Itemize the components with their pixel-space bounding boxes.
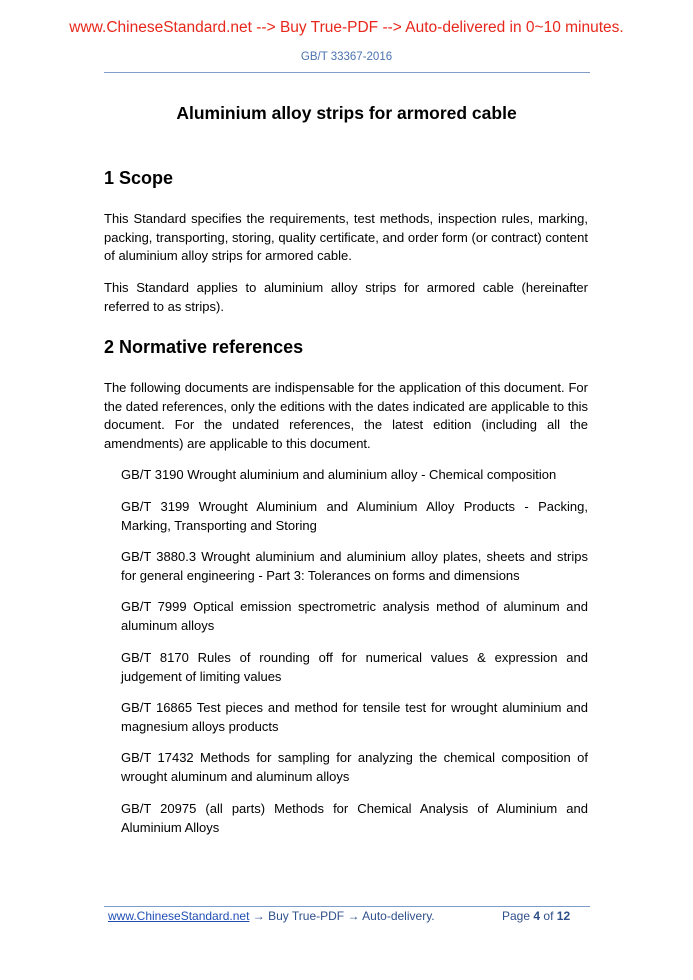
footer-auto-text: Auto-delivery. — [362, 909, 435, 923]
normative-intro-paragraph: The following documents are indispensable for the application of this document. For the dated references, only the editions with the dates indicated are applicable to this document. For the undated references, the latest edition (including all the amendments) are applicable to this document. — [104, 380, 588, 451]
page-current: 4 — [533, 909, 541, 923]
footer-links — [108, 909, 435, 923]
document-title: Aluminium alloy strips for armored cable — [176, 103, 517, 123]
footer-divider — [104, 906, 590, 907]
document-number: GB/T 33367-2016 — [300, 51, 393, 63]
page-of: of — [543, 909, 554, 923]
top-banner[interactable]: www.ChineseStandard.net --> Buy True-PDF --> Auto-delivered in 0~10 minutes. — [69, 19, 624, 36]
reference-item: GB/T 3190 Wrought aluminium and aluminium alloy - Chemical composition — [121, 467, 557, 482]
arrow-icon: → — [347, 909, 360, 923]
footer-buy-text: Buy True-PDF — [268, 909, 345, 923]
page-total: 12 — [556, 909, 571, 923]
scope-paragraph-1: This Standard specifies the requirements, test methods, inspection rules, marking, packing, transporting, storing, quality certificate, and order form (or contract) content of aluminium alloy strips for armored cable. — [104, 211, 588, 263]
reference-item: GB/T 20975 (all parts) Methods for Chemical Analysis of Aluminium and Aluminium Alloys — [121, 801, 588, 835]
reference-item: GB/T 16865 Test pieces and method for tensile test for wrought aluminium and magnesium alloys products — [121, 700, 588, 734]
page-indicator — [502, 909, 570, 923]
reference-item: GB/T 17432 Methods for sampling for analyzing the chemical composition of wrought aluminum and aluminum alloys — [121, 750, 588, 784]
reference-item: GB/T 8170 Rules of rounding off for numerical values & expression and judgement of limiting values — [121, 650, 588, 684]
reference-item: GB/T 7999 Optical emission spectrometric analysis method of aluminum and aluminum alloys — [121, 599, 588, 633]
reference-item: GB/T 3199 Wrought Aluminium and Aluminium Alloy Products - Packing, Marking, Transporting and Storing — [121, 499, 588, 533]
page-label: Page — [502, 909, 531, 923]
reference-item: GB/T 3880.3 Wrought aluminium and aluminium alloy plates, sheets and strips for general engineering - Part 3: Tolerances on forms and dimensions — [121, 549, 588, 583]
scope-paragraph-2: This Standard applies to aluminium alloy strips for armored cable (hereinafter referred to as strips). — [104, 280, 588, 314]
footer-site-link[interactable]: www.ChineseStandard.net — [108, 909, 250, 923]
header-divider — [104, 72, 590, 73]
arrow-icon: → — [252, 909, 265, 923]
section-heading-scope: 1 Scope — [104, 168, 174, 188]
section-heading-normative-references: 2 Normative references — [104, 337, 304, 357]
